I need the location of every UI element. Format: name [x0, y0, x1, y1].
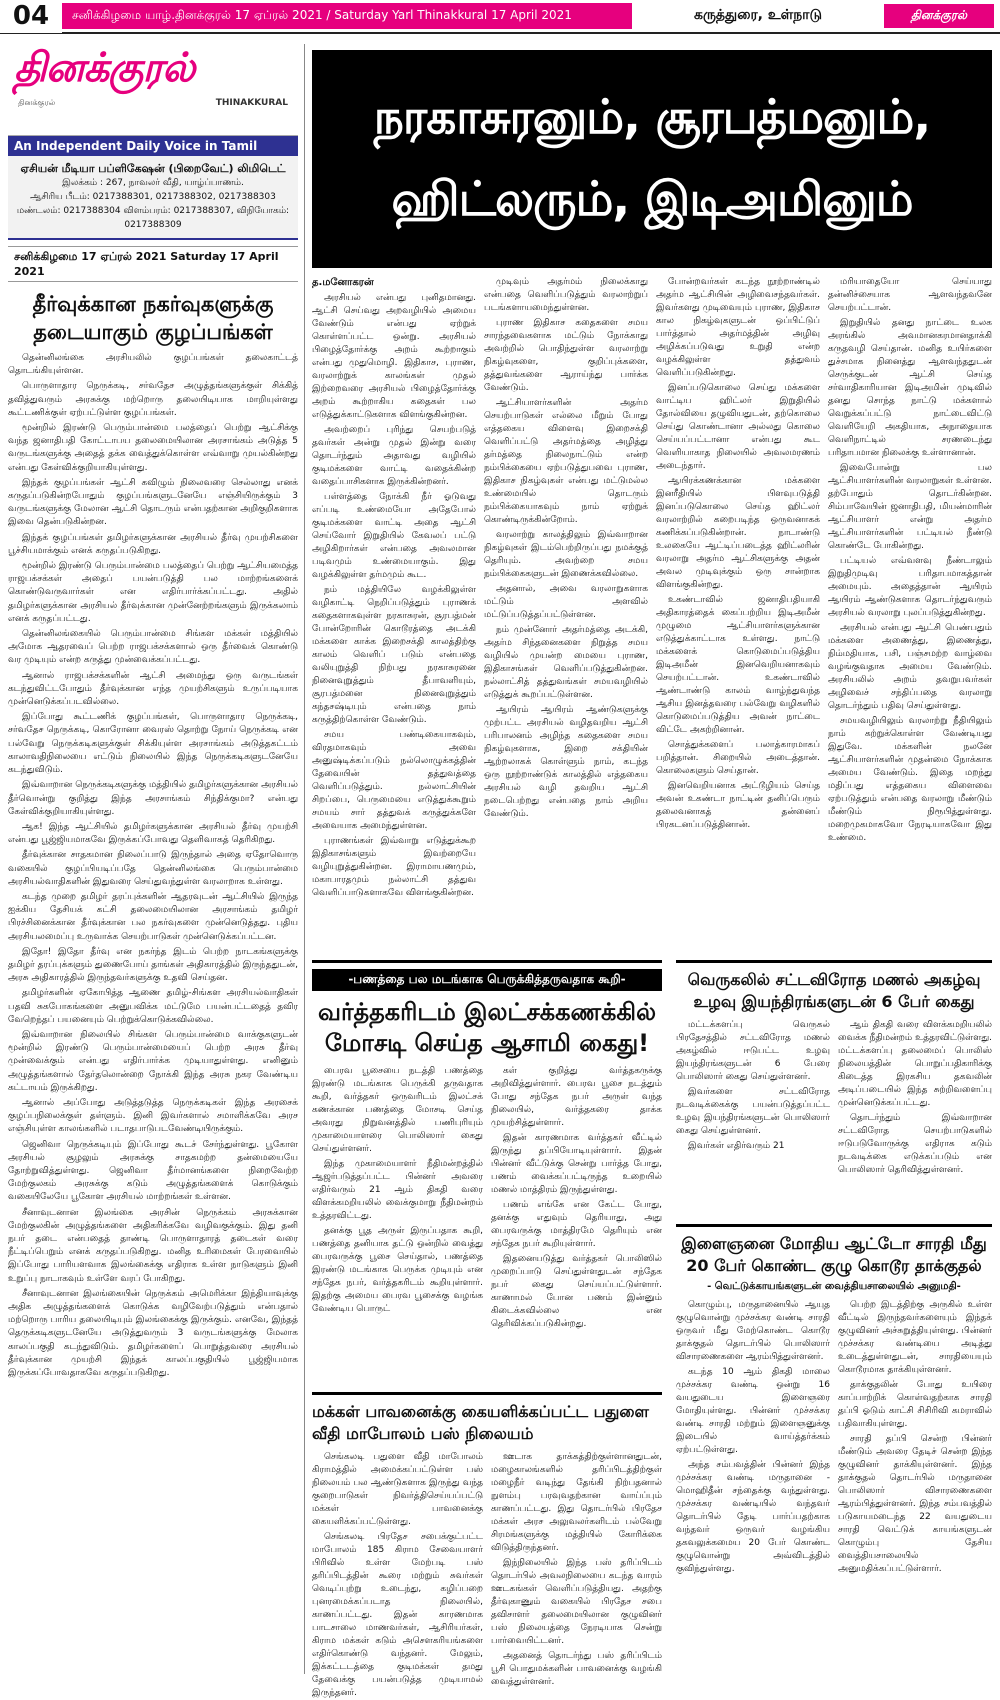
masthead-logo: தினக்குரல் [14, 44, 195, 91]
article-paragraph: பட்டியல் எவ்வளவு நீண்டாலும் இறுதிமுடிவு பரிதாபமாகத்தான் அமையும். அதைத்தான் ஆயிரம் ஆயிரம் ஆண்டுகளாக தொடர்ந்துவரும் அரசியல் வரலாறு புலப்படுத்துகின்றது. [828, 556, 992, 618]
article-paragraph: இனப்படுகொலை செய்து மக்களை வாட்டிய ஹிட்லர் இறுதியில் தோல்வியை தழுவியதுடன், தற்கொலை செய்து கொண்டானா அல்லது கொலை செய்யப்பட்டானா என்பது கூட வெளியாகாத நிலையில் அவலமரணம் அடைந்தார். [656, 383, 820, 471]
article-column [828, 276, 992, 946]
masthead-logo-sub: தினக்குரல் [18, 98, 56, 107]
masthead-logo-en: THINAKKURAL [215, 98, 288, 108]
story3-paragraph: தாக்குதலின் போது உயிரை காப்பாற்றிக் கொள்வதற்காக சாரதி தப்பி ஓடும் காட்சி சிசிரிவி கமராவில் பதிவாகியுள்ளது. [838, 1380, 992, 1429]
article-paragraph: ஆட்சியாளர்களின் அதர்ம செயற்பாடுகள் எல்லை மீறும் போது எத்தகைய விளைவு இறைசக்தி வெளிப்பட்டு அதர்மத்தை அழித்து தர்மத்தை நிலைநாட்டும் என்ற நம்பிக்கையை ஏற்படுத்துபவை புராண, இதிகாச நிகழ்வுகள் என்பது மட்டுமல்ல உண்மையில் தொடரும் நம்பிக்கையாகவும் நாம் ஏற்றுக் கொண்டிருக்கின்றோம். [484, 398, 648, 525]
story2-paragraph: இவர்கள் எதிர்வரும் 21 [688, 1141, 785, 1151]
editorial-paragraph: இந்தக் குழப்பங்கள் தமிழர்களுக்கான அரசியல் தீர்வு முயற்சிகளை பூச்சியமாக்கும் எனக் கருதப்படுகிறது. [8, 532, 298, 556]
article-column [484, 276, 648, 946]
story-bus-stand [312, 1392, 662, 1698]
article-paragraph: இவைபோன்று பல ஆட்சியாளர்களின் வரலாறுகள் உள்ளன. தற்போதும் தொடர்கின்றன. சிம்பாவேயின் ஜனாதிபதி, மியன்மாரின் ஆட்சியாளர் என்று அதர்ம ஆட்சியாளர்களின் பட்டியல் நீண்டு கொண்டே போகின்றது. [828, 463, 992, 551]
story4-column [312, 1451, 483, 1698]
story1-paragraph: இதனையடுத்து வர்த்தகர் பொலிஸில் முறைப்பாடு செய்துள்ளதுடன் சந்தேக நபர் கைது செய்யப்பட்டுள்ளார். காணாமல் போன பணம் இன்னும் கிடைக்கவில்லை என தெரிவிக்கப்படுகின்றது. [491, 1254, 662, 1329]
editorial-paragraph: ஜெனிவா நெருக்கடியும் இப்போது கூடச் சேர்ந்துள்ளது. பூகோள அரசியல் சூழலும் அரசுக்கு சாதகமற்ற தன்மையையே தோற்றுவித்துள்ளது. ஜெனிவா தீர்மானங்களை நிறைவேற்ற மேற்குலகம் அரசுக்கு கடும் அழுத்தங்களைக் கொடுக்கும் வகையிலேயே பூகோள அரசியல் மாற்றங்கள் உள்ளன. [8, 1139, 298, 1203]
story-sand-mining-title: வெருகலில் சட்டவிரோத மணல் அகழ்வு உழவு இயந்திரங்களுடன் 6 பேர் கைது [687, 970, 981, 1011]
editorial-paragraph: தமிழர்களின் ஏகோபித்த ஆணை தமிழ்-சிங்கள அரசியல்வாதிகள் பதவி சுகபோகங்களை அனுபவிக்க மட்டுமே பயன்பட்டதைத் தவிர வேறெந்தப் பயனையும் பெற்றுக்கொடுக்கவில்லை. [8, 988, 298, 1025]
editorial-paragraph: சீனாவுடனான இலங்கையின் நெருக்கம் அமெரிக்கா இந்தியாவுக்கு அதிக அழுத்தங்களைக் கொடுக்க வழிவேற்படுத்தும் என்பதால் மற்றொரு பாரிய தலையிடியும் இலங்கைக்கு இருக்கும். எனவே, இந்தத் தெருக்கடிகளுடனேயே அடுத்துவரும் 3 வருடங்களுக்கு மேலாக காலப்பகுதி கடந்துவிடும். தமிழர்களைப் பொறுத்தவரை அரசியல் தீர்வுக்கான முயற்சி இந்தக் காலப்பகுதியில் பூஜ்ஜியமாக இருக்கப்போவதாகவே கருதப்படுகிறது. [8, 1288, 298, 1379]
article-paragraph: உகண்டாவில் ஜனாதிபதியாகி அதிகாரத்தைக் கைப்பற்றிய இடிஅமீன் முழுமை ஆட்சியாளர்களுக்கான எடுத்துக்காட்டாக உள்ளது. நாட்டு மக்களைக் கொடுமைப்படுத்திய இடிஅமீன் இனவெறியனாகவும் செயற்பட்டான். உகண்டாவில் ஆண்டாண்டு காலம் வாழ்ந்துவந்த ஆசிய இனத்தவரை பல்வேறு வழிகளில் கொடுமைப்படுத்திய அவன் நாட்டை விட்டே அகற்றினான். [656, 595, 820, 735]
story-fraud-title: வர்த்தகரிடம் இலட்சக்கணக்கில் மோசடி செய்த ஆசாமி கைது! [317, 998, 656, 1057]
column-divider [304, 44, 305, 1674]
story4-paragraph: ஊடாக தாக்கத்திற்குள்ளானதுடன், மழைகாலங்களில் தரிப்பிடத்திற்குள் மழைநீர் வடிந்து தேங்கி நிற்பதனால் நுளம்பு பரவுவதற்கான வாய்ப்பும் காணப்பட்டது. இது தொடர்பில் பிரதேச மக்கள் அரச அலுவலர்களிடம் பல்வேறு சிரமங்களுக்கு மத்தியில் கோரிக்கை விடுத்திருந்தனர். [491, 1452, 662, 1553]
story1-column [312, 1065, 483, 1385]
editorial-body [8, 352, 298, 1642]
story-auto-attack-title: இளைஞனை மோதிய ஆட்டோ சாரதி மீது 20 பேர் கொண்ட குழு கொடூர தாக்குதல் [681, 1234, 987, 1275]
editorial-paragraph: மூன்றில் இரண்டு பெரும்பான்மை பலத்தைப் பெற்று ஆட்சியமைத்த ராஜபக்சக்கள் அதைப் பயன்படுத்தி பல மாற்றங்களைக் கொண்டுவருவார்கள் என எதிர்பார்க்கப்பட்டது. அதில் தமிழர்களுக்கான அரசியல் தீர்வுக்கான முன்னேற்றங்களும் இருக்கலாம் எனக் கருதப்பட்டது. [8, 561, 298, 624]
article-paragraph: அரசியல் என்பது ஆட்சி பெண்பதும் மக்களை அணைத்து, இணைத்து, நிம்மதியாக, பசி, பஞ்சமற்ற வாழ்வை வழங்குவதாக அமைய வேண்டும். அரசியலில் அறம் தவறுபவர்கள் அழிவைச் சந்திப்பதை வரலாறு தொடர்ந்தும் பதிவு செய்துள்ளது. [828, 623, 992, 711]
main-article [312, 276, 992, 946]
article-paragraph: பள்ளத்தை நோக்கி நீர் ஓடுவது எப்படி உண்மையோ அதேபோல் குடிமக்களை வாட்டி அதை ஆட்சி செய்வோர் இறுதியில் கேவலப் பட்டு அழிகிறார்கள் என்பதை அவலமான படிவமும் உண்மையாகும். இது வழக்கிலுள்ள தர்மமும் கூட. [312, 492, 476, 580]
editorial-paragraph: தென்னிலங்கை அரசியலில் குழப்பங்கள் தலைகாட்டத் தொடங்கியுள்ளன. [8, 353, 298, 377]
story-bus-stand-body [312, 1451, 662, 1698]
article-paragraph: ஆயிரக்கணக்கான மக்களை இனரீதியில் பிளவுபடுத்தி இனப்படுகொலை செய்த ஹிட்லர் வரலாற்றில் கறைபடிந்த ஒருவனாகக் கணிக்கப்படுகின்றான். நாடாண்டு உலகையே ஆட்டிப்படைத்த ஹிட்லரின் வரலாறு அதர்ம ஆட்சிகளுக்கு அதன் அவல முடிவுக்கும் ஒரு சான்றாக விளங்குகின்றது. [656, 476, 820, 590]
edition-date: சனிக்கிழமை 17 ஏப்ரல் 2021 Saturday 17 April 2021 [8, 246, 298, 282]
publisher-address: இலக்கம் : 267, நாவலர் வீதி, யாழ்ப்பாணம். [62, 178, 244, 188]
story3-column [838, 1299, 992, 1679]
page-header [0, 0, 1000, 34]
article-paragraph: முடிவும் அதர்மம் நிலைக்காது என்பதை வெளிப்படுத்தும் வரலாற்றுப் படங்களாயமைந்துள்ளன. [484, 277, 648, 313]
headline-text: நரகாசுரனும், சூரபத்மனும், ஹிட்லரும், இடிஅமினும் [373, 90, 931, 227]
story-sand-mining-body [676, 1019, 992, 1199]
story3-paragraph: கடந்த 10 ஆம் திகதி மாலை முச்சக்கர வண்டி ஒன்று 16 வயதுடைய இளைஞரை மோதியுள்ளது. பின்னர் முச்சக்கர வண்டி சாரதி மற்றும் இளைஞனுக்கு இடையில் வாய்த்தர்க்கம் ஏற்பட்டுள்ளது. [676, 1367, 830, 1455]
editorial-paragraph: இந்தக் குழப்பங்கள் ஆட்சி கவிழும் நிலைவரை செல்லாது எனக் கருதப்படுகின்றபோதும் குழப்பங்களுடனேயே எஞ்சியிருக்கும் 3 வருடங்களுக்கு மேலான ஆட்சி தொடரும் என்பதற்கான அறிகுறிகளாக இவை தென்படுகின்றன. [8, 477, 298, 528]
story2-paragraph: ஆம் திகதி வரை விளக்கமறியலில் வைக்க நீதிமன்றம் உத்தரவிட்டுள்ளது. மட்டக்களப்பு தலைமைப் பொலிஸ் நிலையத்தின் பொறுப்பதிகாரிக்கு கிடைத்த இரகசிய தகவலின் அடிப்படையில் இந்த சுற்றிவளைப்பு முன்னெடுக்கப்பட்டது. [838, 1020, 992, 1108]
article-paragraph: சொத்துக்களைப் பலாத்காரமாகப் பறித்தான். சிறையில் அடைத்தான். கொலைகளும் செய்தான். [656, 740, 820, 776]
story2-paragraph: இவர்களை சட்டவிரோத நடவடிக்கைக்கு பயன்படுத்தப்பட்ட உழவு இயந்திரங்களுடன் பொலிஸார் கைது செய்துள்ளனர். [676, 1087, 830, 1136]
story2-column [676, 1019, 830, 1199]
article-paragraph: அரசியல் என்பது புனிதமானது. ஆட்சி செய்வது அறவழியில் அமைய வேண்டும் என்பது ஏற்றுக் கொள்ளப்பட்ட ஒன்று. அரசியல் பிழைத்தோர்க்கு அறம் கூற்றாகும் என்பது முதுமொழி. இதிகாச, புராண, வரலாற்றுக் காலங்கள் முதல் இற்றைவரை அரசியல் பிழைத்தோர்க்கு அறம் கூற்றாகிய கதைகள் பல எடுத்துக்காட்டுகளாக விளங்குகின்றன. [312, 293, 476, 420]
article-paragraph: புராண இதிகாச கதைகளை சமய சாரந்தவைகளாக மட்டும் நோக்காது அவற்றில் பொதிந்துள்ள வரலாற்று நிகழ்வுகளை, குறிப்புக்களை, தத்துவங்களை ஆராய்ந்து பார்க்க வேண்டும். [484, 318, 648, 393]
article-paragraph: நம் மத்தியிலே வழக்கிலுள்ள வழிகாட்டி நெறிப்படுத்தும் புராணக் கதைகளாகவுள்ள நரகாசுரன், சூரபத்மன் போன்றோரின் கொடூரத்தை அடக்கி மக்களை காக்க இறைசக்தி காலத்திற்கு காலம் வெளிப் படும் என்பதை வலியுறுத்தி நிற்பது நரகாசுரனை நினைவுறுத்தும் தீபாவளியும், சூரபத்மனை நினைவுறுத்தும் கந்தசஷ்டியும் என்பதை நாம் கருத்திற்கொள்ள வேண்டும். [312, 585, 476, 725]
story3-paragraph: பெற்ற இடத்திற்கு அருகில் உள்ள வீட்டில் இருந்தவர்களையும் இந்தக் குழுவினர் அச்சுறுத்தியுள்ளது. பின்னர் முச்சக்கர வண்டியை அடித்து உடைத்துள்ளதுடன், சாரதியையும் கொடூரமாக தாக்கியுள்ளனர். [838, 1300, 992, 1375]
article-paragraph: மரியாதையோ செய்யாது தன்னிச்சையாக ஆளவந்தவனே செயற்பட்டான். [828, 277, 992, 313]
editorial-paragraph: சீனாவுடனான இலங்கை அரசின் நெருக்கம் அரசுக்கான மேற்குலகின் அழுத்தங்களை அதிகரிக்கவே வழிவகுக்கும். இது தனி நபர் தடை என்பதைத் தாண்டி பொருளாதாரத் தடைகள் வரை நீட்டிப்பெறும் எனக் கருதப்படுகிறது. மனித உரிமைகள் பேரவையில் இப்போது பாரியளவாக இலங்கைக்கு எதிராக உள்ள நாடுகளும் இனி உறுப்பு நாடாகவும் உள்ளே வரப் போகிறது. [8, 1207, 298, 1284]
masthead-tagline: An Independent Daily Voice in Tamil [8, 136, 298, 156]
article-paragraph: சமயவழியிலும் வரலாற்று நீதியிலும் நாம் கற்றுக்கொள்ள வேண்டியது இதுவே. மக்களின் நலனே ஆட்சியாளர்களின் முதன்மை நோக்காக அமைய வேண்டும். இதை மறந்து மதிப்பது எத்தகைய விளைவை ஏற்படுத்தும் என்பதை வரலாறு மீண்டும் மீண்டும் நிரூபித்துள்ளது. மறைமுகமாகவோ நேரடியாகவோ இது உண்மை. [828, 716, 992, 843]
story-sand-mining [676, 960, 992, 1215]
article-column [312, 276, 476, 946]
editorial-paragraph: இப்போது கூட்டணிக் குழப்பங்கள், பொருளாதார நெருக்கடி, சர்வதேச நெருக்கடி, கொரோனா வைரஸ் தொற்று நோய் நெருக்கடி என பல்வேறு நெருக்கடிகளுக்குள் சிக்கியுள்ள அரசாங்கம் அடுத்தகட்டம் காலாவதிநிலையை எட்டும் நிலையில் இந்த நெருக்கடிகளுடனேயே கடந்துவிடும். [8, 712, 298, 776]
story2-paragraph: மட்டக்களப்பு வெருகல் பிரதேசத்தில் சட்டவிரோத மணல் அகழ்வில் ஈடுபட்ட உழவு இயந்திரங்களுடன் 6 பேரை பொலிஸார் கைது செய்துள்ளனர். [676, 1020, 830, 1082]
editorial-paragraph: கடந்த முறை தமிழர் தரப்புக்களின் ஆதரவுடன் ஆட்சியில் இருந்த ஐக்கிய தேசியக் கட்சி தலைமையிலான அரசாங்கம் தமிழர் பிரச்சினைக்கான தீர்வுக்கான பல நகர்வுகளை முன்னெடுத்தது. புதிய அரசியலமைப்பு உருவாக்க செயற்பாடுகள் முன்னெடுக்கப்பட்டன. [8, 891, 298, 942]
editorial-paragraph: இதோ! இதோ தீர்வு என நகர்ந்த இடம் பெற்ற நாடகங்களுக்கு தமிழர் தரப்புக்களும் துணைபோய் தாங்கள் அதிகாரத்தில் இருந்ததுடன், அரசு அதிகாரத்தில் இருந்தவர்களுக்கு உதவி செய்தன. [8, 946, 298, 984]
editorial-paragraph: இவ்வாறான நெருக்கடிகளுக்கு மத்தியில் தமிழர்களுக்கான அரசியல் தீர்வொன்று குறித்து இந்த அரசாங்கம் சிந்திக்குமா? என்பது கேள்விக்குறியாகியுள்ளது. [8, 780, 298, 817]
story2-paragraph: தொடர்ந்தும் இவ்வாறான சட்டவிரோத செயற்பாடுகளில் ஈடுபடுவோருக்கு எதிராக கடும் நடவடிக்கை எடுக்கப்படும் என பொலிஸார் தெரிவித்துள்ளனர். [838, 1113, 992, 1175]
story1-paragraph: இதன் காரணமாக வர்த்தகர் வீட்டில் இருந்து தப்பியோடியுள்ளார். இதன் பின்னர் வீட்டுக்கு சென்று பார்த்த போது, பணம் வைக்கப்பட்டிருந்த உறையில் மணல் மாத்திரம் இருந்துள்ளது. [491, 1133, 662, 1195]
story1-paragraph: பைரவ பூசையை நடத்தி பணத்தை இரண்டு மடங்காக பெருக்கி தருவதாக கூறி, வர்த்தகர் ஒருவரிடம் இலட்சக் கணக்கான பணத்தை மோசடி செய்த அவரது நிறுவனத்தில் பணிபுரியும் முகாமையாளரை பொலிஸார் கைது செய்துள்ளனர். [312, 1066, 483, 1154]
story-fraud-body [312, 1065, 662, 1385]
editorial-paragraph: மூன்றில் இரண்டு பெரும்பான்மை பலத்தைப் பெற்று ஆட்சிக்கு வந்த ஜனாதிபதி கோட்டாபய தலைமையிலான அரசாங்கம் அடுத்த 5 வருடங்களுக்கு அதைத் தக்க வைத்துக்கொள்ள எவ்வாறு முயல்கின்றது என்பது கேள்விக்குறியாகியுள்ளது. [8, 423, 298, 473]
article-paragraph: போன்றவர்கள் கடந்த நூற்றாண்டில் அதர்ம ஆட்சியின் அழிவைசந்தவர்கள். இவர்களது முடிவையும் புராண, இதிகாச கால நிகழ்வுகளுடன் ஒப்பிட்டுப் பார்த்தால் அதர்மத்தின் அழிவு அழிக்கப்படுவது உறுதி என்ற வழக்கிலுள்ள தத்துவம் வெளிப்படுகின்றது. [656, 277, 820, 378]
article-paragraph: நம் முன்னோர் அதர்மத்தை அடக்கி, அதர்ம சிந்தனைகளை நிறுத்த சமய வழியில் முயன்ற மையை புராண, இதிகாசங்கள் வெளிப்படுத்துகின்றன. நல்லாட்சித் தத்துவங்கள் சமயவழியில் எடுத்துக் கூறப்பட்டுள்ளன. [484, 625, 648, 700]
editorial-paragraph: ஆனால் ராஜபக்சக்களின் ஆட்சி அமைந்து ஒரு வருடங்கள் கடந்துவிட்டபோதும் தீர்வுக்கான எந்த முயற்சிகளும் உருப்படியாக முன்னெடுக்கப்படவில்லை. [8, 670, 298, 708]
story-auto-attack-body [676, 1299, 992, 1679]
story1-paragraph: கள் குறித்து வர்த்தகருக்கு அறிவித்துள்ளார். பைரவ பூசை நடத்தும் போது சந்தேக நபர் அருள் வந்த நிலையில், வர்த்தகரை தாக்க முயற்சித்துள்ளார். [491, 1066, 662, 1128]
story-auto-attack [676, 1224, 992, 1674]
date-line: சனிக்கிழமை யாழ்.தினக்குரல் 17 ஏப்ரல் 2021 / Saturday Yarl Thinakkural 17 April 2021 [62, 3, 632, 29]
story1-paragraph: தனக்கு பூத அருள் இருப்பதாக கூறி, பணத்தை தனியாக தட்டு ஒன்றில் வைத்து பைரவருக்கு பூசை செய்தால், பணத்தை இரண்டு மடங்காக பெருக்க முடியும் என சந்தேக நபர், வர்த்தகரிடம் கூறியுள்ளார். இதற்கு அமைய பைரவ பூசைக்கு வழங்க வேண்டிய பொருட் [312, 1226, 483, 1314]
story-auto-attack-subtitle: - வெட்டுக்காயங்களுடன் வைத்தியசாலையில் அனுமதி- [707, 1281, 961, 1292]
story1-paragraph: இந்த முகாமையாளர் நீதிமன்றத்தில் ஆஜர்படுத்தப்பட்ட பின்னர் அவரை எதிர்வரும் 21 ஆம் திகதி வரை விளக்கமறியலில் வைக்குமாறு நீதிமன்றம் உத்தரவிட்டது. [312, 1159, 483, 1221]
story3-paragraph: அந்த சம்பவத்தின் பின்னர் இந்த முச்சக்கர வண்டி மருதானை - மொஹிதீன் சந்தைக்கு வந்துள்ளது. முச்சக்கர வண்டியில் வந்தவர் தொடர்பில் தேடி பார்ப்பதற்காக வந்தவர் ஒருவர் வழங்கிய தகவலுக்கமைய 20 பேர் கொண்ட குழுவொன்று அவ்விடத்தில் குவிந்துள்ளது. [676, 1460, 830, 1574]
article-paragraph: வரலாற்று காலத்திலும் இவ்வாறான நிகழ்வுகள் இடம்பெற்றிருப்பது நமக்குத் தெரியும். அவற்றை சமய நம்பிக்கைகளுடன் இணைக்கவில்லை. [484, 530, 648, 579]
story4-paragraph: செங்கலடி பிரதேச சபைக்குட்பட்ட மாபோலம் 185 கிராம சேவையாளர் பிரிவில் உள்ள மேற்படி பஸ் தரிப்பிடத்தின் கூரை மற்றும் சுவர்கள் வெடிப்புற்று உடைந்து, கழிப்பறை புனரமைக்கப்படாத நிலையில், காணப்பட்டது. இதன் காரணமாக பாடசாலை மாணவர்கள், ஆசிரியர்கள், கிராம மக்கள் கடும் அசௌகரியங்களை எதிர்கொண்டு வந்தனர். மேலும், இக்கட்டடத்தை குடிமக்கள் தமது தேவைக்கு பயன்படுத்த முடியாமல் இருந்தனர். [312, 1532, 483, 1698]
story3-paragraph: கொழும்பு, மருதானையில் ஆயுத குழுவொன்று முச்சக்கர வண்டி சாரதி ஒருவர் மீது மேற்கொண்ட கொடூர தாக்குதல் தொடர்பில் பொலிஸார் விசாரணைகளை ஆரம்பித்துள்ளனர். [676, 1300, 830, 1362]
article-paragraph: இனவெறியனாக அட்டூழியம் செய்த அவன் உகண்டா நாட்டின் தனிப்பெரும் தலைவனாகத் தன்னைப் பிரகடனப்படுத்தினான். [656, 781, 820, 830]
section-label: கருத்துரை, உள்நாடு [694, 7, 822, 23]
article-column [656, 276, 820, 946]
editorial-paragraph: ஆக! இந்த ஆட்சியில் தமிழர்களுக்கான அரசியல் தீர்வு முயற்சி என்பது பூஜ்ஜியமாகவே இருக்கப்போவது தெளிவாகத் தெரிகிறது. [8, 821, 298, 846]
story3-paragraph: சாரதி தப்பி சென்ற பின்னர் மீண்டும் அவரை தேடிச் சென்ற இந்த குழுவினர் தாக்கியுள்ளனர். இந்த தாக்குதல் தொடர்பில் மருதானை பொலிஸார் விசாரணைகளை ஆரம்பித்துள்ளனர். இந்த சம்பவத்தில் படுகாயமடைந்த 22 வயதுடைய சாரதி வெட்டுக் காயங்களுடன் கொழும்பு தேசிய வைத்தியசாலையில் அனுமதிக்கப்பட்டுள்ளார். [838, 1434, 992, 1574]
article-paragraph: அவற்றைப் புரிந்து செயற்படுத் தவர்கள் அன்று முதல் இன்று வரை தொடர்ந்தும் அதாவது வழியில் குடிமக்களை வாட்டி வதைக்கின்ற வதைப்பாசிகளாக இருக்கின்றனர். [312, 425, 476, 487]
editorial-paragraph: தென்னிலங்கையில் பெரும்பான்மை சிங்கள மக்கள் மத்தியில் அமோக ஆதரவைப் பெற்ற ராஜபக்சக்களால் ஒரு தீர்வைக் கொண்டு வர முடியும் என்ற கருத்து முன்வைக்கப்பட்டது. [8, 629, 298, 666]
story4-paragraph: அதனைத் தொடர்ந்து பஸ் தரிப்பிடம் பூசி பொதுமக்களின் பாவனைக்கு வழங்கி வைத்துள்ளனர். [491, 1651, 662, 1687]
story3-column [676, 1299, 830, 1679]
story1-column [491, 1065, 662, 1385]
editorial-paragraph: தீர்வுக்கான சாதகமான நிலைப்பாடு இருந்தால் அதை ஏதோவொரு வகையில் குழப்பியடிப்பதே தென்னிலங்கை பெரும்பான்மை அரசியல்வாதிகளின் இதுவரை செய்துவந்துள்ள வரலாறாக உள்ளது. [8, 850, 298, 887]
article-paragraph: இறுதியில் தனது நாட்டை உலக அரங்கில் அவமானகரமானதாக்கி கருதவழி செய்தான். மனித உயிர்களை துச்சமாக நினைத்து ஆளவந்ததுடன் செருக்குடன் ஆட்சி செய்த சர்வாதிகாரியான இடிஅமின் முடிவில் தனது சொந்த நாட்டு மக்களால் வெறுக்கப்பட்டு நாட்டைவிட்டு வெளியேறி அகதியாக, அநாதையாக வெளிநாட்டில் சரணடைந்து பரிதாபமான நிலைக்கு உள்ளானான். [828, 318, 992, 458]
story4-paragraph: செங்கலடி பதுளை வீதி மாபோலம் கிராமத்தில் அமைக்கப்பட்டுள்ள பஸ் நிலையம் பல ஆண்டுகளாக இருந்து வந்த குறைபாடுகள் நிவர்த்திசெய்யப்பட்டு மக்கள் பாவனைக்கு கையளிக்கப்பட்டுள்ளது. [312, 1452, 483, 1527]
header-logo: தினக்குரல் [884, 4, 994, 28]
editorial-title: தீர்வுக்கான நகர்வுகளுக்கு தடையாகும் குழப்பங்கள் [32, 292, 274, 344]
publisher-box [8, 156, 298, 240]
editorial-paragraph: இவ்வாறான நிலையில் சிங்கள பெரும்பான்மை வாக்குகளுடன் மூன்றில் இரண்டு பெரும்பான்மையைப் பெற்ற அரசு தீர்வு முன்வைக்கும் என்பது எதிர்பார்க்க முடியாதுள்ளது. எனினும் அழுத்தங்களால் தேர்தலொன்றை நோக்கி இந்த அரசு நகர வேண்டிய கட்டாயம் இருக்கிறது. [8, 1029, 298, 1093]
story4-column [491, 1451, 662, 1687]
editorial-paragraph: ஆனால் அப்போது அடுத்தடுத்த நெருக்கடிகள் இந்த அரசைக் குழப்பநிலைக்குள் தள்ளும். இனி இவர்களால் சமாளிக்கவே அரச எஞ்சியுள்ள காலங்களில் படாதபாடுபடவேண்டியிருக்கும். [8, 1097, 298, 1135]
story4-paragraph: இந்நிலையில் இந்த பஸ் தரிப்பிடம் தொடர்பில் அவலநிலையை கடந்த வாரம் ஊடகங்கள் வெளிப்படுத்தியது. அதற்கு தீர்வுகாணும் வகையில் பிரதேச சபை தவிசாளர் தலைமையிலான குழுவினர் பஸ் நிலையத்தை நேரடியாக சென்று பார்வையிட்டனர். [491, 1558, 662, 1646]
left-column [8, 44, 298, 1674]
story-fraud [312, 960, 662, 1380]
editorial-paragraph: பொருளாதார நெருக்கடி, சர்வதேச அழுத்தங்களுக்குள் சிக்கித் தவித்துவரும் அரசுக்கு மற்றொரு தலையிடியாக மாறியுள்ளது கூட்டணிக்குள் ஏற்பட்டுள்ள குழப்பங்கள். [8, 381, 298, 418]
story1-paragraph: பணம் எங்கே என கேட்ட போது, தனக்கு எதுவும் தெரியாது, அது பைரவருக்கு மாத்திரமே தெரியும் என சந்தேக நபர் கூறியுள்ளார். [491, 1200, 662, 1249]
article-byline: த.மனோகரன் [312, 277, 374, 288]
page-number: 04 [0, 0, 62, 33]
article-paragraph: அதனால், அவை வரலாறுகளாக மட்டும் அளவில் மட்டுப்படுத்தப்பட்டுள்ளன. [484, 584, 648, 620]
story-bus-stand-title: மக்கள் பாவனைக்கு கையளிக்கப்பட்ட பதுளை வீதி மாபோலம் பஸ் நிலையம் [312, 1402, 649, 1443]
article-paragraph: ஆயிரம் ஆயிரம் ஆண்டுகளுக்கு முற்பட்ட அரசியல் வழிதவறிய ஆட்சி பரிபாலனம் அழிந்த கதைகளை சமய நிகழ்வுகளாக, இறை சக்தியின் ஆற்றலாகக் கொள்ளும் நாம், கடந்த ஒரு நூற்றாண்டுக் காலத்தில் எத்தகைய அரசியல் வழி தவறிய ஆட்சி நடைபெற்றது என்பதை நாம் அறிய வேண்டும். [484, 705, 648, 819]
main-headline [312, 50, 992, 268]
publisher-phones-2: மண்டலம்: 0217388304 விளம்பரம்: 0217388307, விநியோகம்: 0217388309 [16, 206, 290, 230]
publisher-name: ஏசியன் மீடியா பப்ளிகேஷன் (பிறைவேட்) லிமிடெட் [20, 162, 286, 175]
masthead [8, 44, 298, 136]
story2-column [838, 1019, 992, 1199]
article-paragraph: சமய பண்டிகையாகவும், விரதமாகவும் அவை அனுஷ்டிக்கப்படும் நல்லொழுக்கத்தின் தேவையின் தத்துவத்தை வெளிப்படுத்தும். நல்லாட்சியின் சிறப்பை, பெருமையை எடுத்துக்கூறும் சமயம் சார் தத்துவக் கருத்துக்களே அவையாக அமைந்துள்ளன. [312, 730, 476, 831]
story-fraud-kicker: -பணத்தை பல மடங்காக பெருக்கித்தருவதாக கூறி- [312, 969, 662, 991]
publisher-phones: ஆசிரிய பீடம்: 0217388301, 0217388302, 0217388303 [30, 192, 276, 202]
article-paragraph: புராணங்கள் இவ்வாறு எடுத்துக்கூற இதிகாசங்களும் இவற்றையே வழியுறுத்துகின்றன. இராமாயணமும், மகாபாரதமும் நல்லாட்சி தத்துவ வெளிப்பாடுகளாகவே விளங்குகின்றன. [312, 836, 476, 898]
